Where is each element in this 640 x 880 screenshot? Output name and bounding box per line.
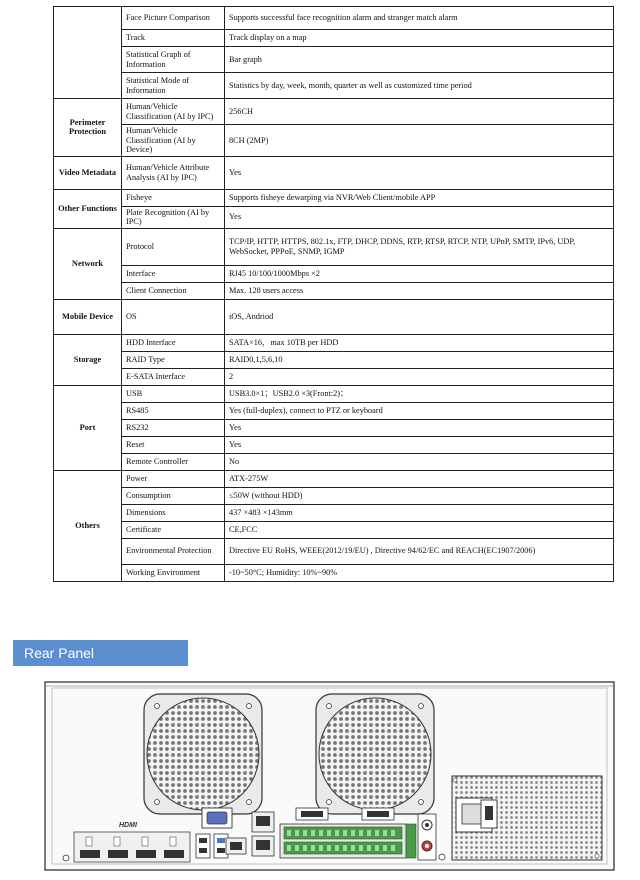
spec-value-cell: SATA×16，max 10TB per HDD — [225, 334, 614, 351]
power-supply — [452, 776, 602, 860]
spec-row — [54, 564, 614, 581]
spec-value-cell: TCP/IP, HTTP, HTTPS, 802.1x, FTP, DHCP, DDNS, RTP, RTSP, RTCP, NTP, UPnP, SMTP, IPv6, UDP, WebSocket, PPPoE, SNMP, IGMP — [225, 228, 614, 265]
spec-value-cell: CE,FCC — [225, 521, 614, 538]
spec-feature-cell: RS485 — [122, 402, 225, 419]
rear-panel-illustration — [44, 680, 615, 873]
spec-row — [54, 125, 614, 157]
spec-feature-cell: Power — [122, 470, 225, 487]
spec-value-cell: Yes — [225, 419, 614, 436]
spec-row — [54, 73, 614, 99]
spec-row — [54, 521, 614, 538]
spec-value-cell: Directive EU RoHS, WEEE(2012/19/EU) , Directive 94/62/EC and REACH(EC1907/2006) — [225, 538, 614, 564]
ground-screw — [439, 854, 445, 860]
spec-row — [54, 189, 614, 206]
spec-category-cell: Perimeter Protection — [54, 99, 122, 157]
spec-row — [54, 228, 614, 265]
spec-value-cell: 2 — [225, 368, 614, 385]
rear-panel-image — [44, 680, 615, 873]
vga-port — [202, 808, 232, 828]
spec-value-cell: -10~50°C; Humidity: 10%~90% — [225, 564, 614, 581]
fan-grille-left — [144, 694, 262, 814]
spec-feature-cell: RAID Type — [122, 351, 225, 368]
spec-row — [54, 99, 614, 125]
section-banner — [13, 640, 188, 666]
spec-category-cell: Port — [54, 385, 122, 470]
spec-feature-cell: Human/Vehicle Attribute Analysis (AI by IPC) — [122, 156, 225, 189]
spec-value-cell: Track display on a map — [225, 30, 614, 47]
spec-row — [54, 30, 614, 47]
spec-row — [54, 504, 614, 521]
spec-category-cell: Storage — [54, 334, 122, 385]
spec-row — [54, 351, 614, 368]
spec-feature-cell: Track — [122, 30, 225, 47]
spec-row — [54, 453, 614, 470]
spec-feature-cell: OS — [122, 299, 225, 334]
spec-feature-cell: Interface — [122, 265, 225, 282]
spec-value-cell: Bar graph — [225, 47, 614, 73]
spec-category-cell: Video Metadata — [54, 156, 122, 189]
spec-feature-cell: Consumption — [122, 487, 225, 504]
spec-row — [54, 7, 614, 30]
spec-table-body — [54, 7, 614, 582]
spec-row — [54, 436, 614, 453]
spec-table — [53, 6, 614, 582]
spec-value-cell: Yes — [225, 156, 614, 189]
spec-category-cell — [54, 7, 122, 99]
spec-feature-cell: Client Connection — [122, 282, 225, 299]
spec-value-cell: Supports fisheye dewarping via NVR/Web Client/mobile APP — [225, 189, 614, 206]
hdmi-label: HDMI — [119, 822, 137, 829]
spec-row — [54, 419, 614, 436]
spec-feature-cell: RS232 — [122, 419, 225, 436]
spec-feature-cell: Face Picture Comparison — [122, 7, 225, 30]
spec-feature-cell: Environmental Protection — [122, 538, 225, 564]
spec-category-cell: Others — [54, 470, 122, 581]
spec-feature-cell: Human/Vehicle Classification (AI by Device) — [122, 125, 225, 157]
spec-row — [54, 206, 614, 228]
spec-feature-cell: Human/Vehicle Classification (AI by IPC) — [122, 99, 225, 125]
spec-value-cell: No — [225, 453, 614, 470]
spec-value-cell: 437 ×483 ×143mm — [225, 504, 614, 521]
spec-feature-cell: Statistical Graph of Information — [122, 47, 225, 73]
spec-value-cell: RJ45 10/100/1000Mbps ×2 — [225, 265, 614, 282]
spec-feature-cell: Protocol — [122, 228, 225, 265]
spec-value-cell: RAID0,1,5,6,10 — [225, 351, 614, 368]
spec-value-cell: ≤50W (without HDD) — [225, 487, 614, 504]
spec-value-cell: Supports successful face recognition alarm and stranger match alarm — [225, 7, 614, 30]
spec-feature-cell: Statistical Mode of Information — [122, 73, 225, 99]
spec-value-cell: Statistics by day, week, month, quarter as well as customized time period — [225, 73, 614, 99]
spec-row — [54, 470, 614, 487]
spec-value-cell: Yes (full-duplex), connect to PTZ or keyboard — [225, 402, 614, 419]
spec-feature-cell: Reset — [122, 436, 225, 453]
spec-value-cell: ATX-275W — [225, 470, 614, 487]
spec-row — [54, 538, 614, 564]
spec-category-cell: Network — [54, 228, 122, 299]
spec-row — [54, 334, 614, 351]
spec-feature-cell: Remote Controller — [122, 453, 225, 470]
spec-value-cell: iOS, Andriod — [225, 299, 614, 334]
spec-feature-cell: Working Environment — [122, 564, 225, 581]
spec-category-cell: Other Functions — [54, 189, 122, 228]
spec-value-cell: Yes — [225, 436, 614, 453]
spec-feature-cell: Dimensions — [122, 504, 225, 521]
spec-row — [54, 47, 614, 73]
spec-row — [54, 282, 614, 299]
spec-row — [54, 385, 614, 402]
spec-row — [54, 402, 614, 419]
fan-grille-right — [316, 694, 434, 814]
spec-category-cell: Mobile Device — [54, 299, 122, 334]
spec-row — [54, 299, 614, 334]
reset-hole — [63, 855, 69, 861]
spec-row — [54, 368, 614, 385]
spec-value-cell: 8CH (2MP) — [225, 125, 614, 157]
spec-feature-cell: Fisheye — [122, 189, 225, 206]
section-title: Rear Panel — [24, 645, 95, 661]
spec-row — [54, 265, 614, 282]
spec-value-cell: Yes — [225, 206, 614, 228]
audio-ports — [418, 814, 436, 860]
spec-feature-cell: Certificate — [122, 521, 225, 538]
spec-feature-cell: USB — [122, 385, 225, 402]
spec-feature-cell: HDD Interface — [122, 334, 225, 351]
spec-row — [54, 156, 614, 189]
alarm-terminal-blocks — [280, 824, 416, 858]
spec-feature-cell: Plate Recognition (AI by IPC) — [122, 206, 225, 228]
spec-value-cell: Max. 128 users access — [225, 282, 614, 299]
spec-row — [54, 487, 614, 504]
spec-value-cell: 256CH — [225, 99, 614, 125]
spec-value-cell: USB3.0×1；USB2.0 ×3(Front:2)； — [225, 385, 614, 402]
spec-feature-cell: E-SATA Interface — [122, 368, 225, 385]
